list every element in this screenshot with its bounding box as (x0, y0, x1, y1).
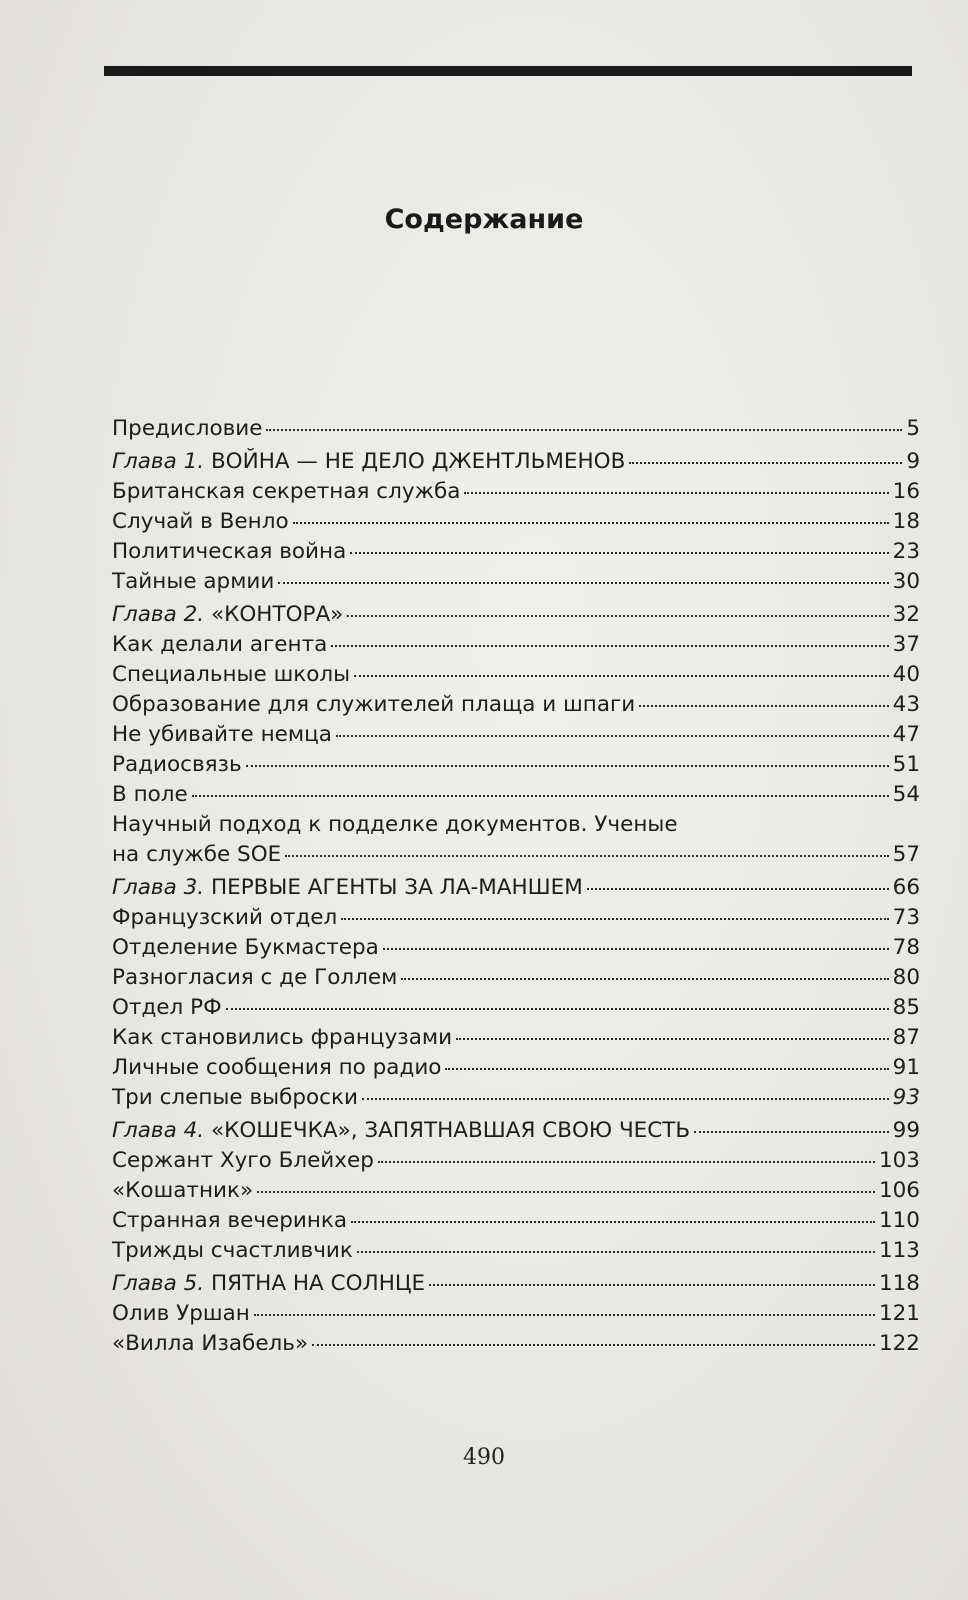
dot-leader (226, 1008, 889, 1010)
toc-entry-title: Образование для служителей плаща и шпаги (112, 692, 636, 717)
toc-entry (112, 933, 920, 963)
dot-leader (331, 645, 888, 647)
toc-page-number: 80 (892, 965, 920, 990)
toc-entry-title: Специальные школы (112, 662, 351, 687)
toc-entry (112, 507, 920, 537)
toc-page-number: 118 (878, 1271, 920, 1296)
toc-page-number: 51 (892, 752, 920, 777)
page-title: Содержание (384, 204, 584, 235)
toc-page-number: 78 (892, 935, 920, 960)
dot-leader (354, 675, 889, 677)
toc-page-number: 40 (892, 662, 920, 687)
toc-page-number: 47 (892, 722, 920, 747)
toc-page-number: 16 (892, 479, 920, 504)
toc-chapter (112, 1116, 920, 1146)
table-of-contents (112, 414, 920, 1359)
dot-leader (293, 522, 889, 524)
dot-leader (362, 1098, 889, 1100)
toc-entry-title: Отделение Букмастера (112, 935, 379, 960)
toc-page-number: 87 (892, 1025, 920, 1050)
dot-leader (350, 552, 888, 554)
dot-leader (464, 492, 888, 494)
toc-entry-title: Не убивайте немца (112, 722, 332, 747)
toc-page-number: 37 (892, 632, 920, 657)
toc-entry (112, 1083, 920, 1113)
top-rule (104, 66, 912, 76)
dot-leader (429, 1284, 875, 1286)
toc-page-number: 91 (892, 1055, 920, 1080)
dot-leader (341, 918, 888, 920)
toc-entry-title: Трижды счастливчик (112, 1238, 353, 1263)
toc-entry (112, 993, 920, 1023)
toc-entry-title: Олив Уршан (112, 1301, 250, 1326)
chapter-title: ВОЙНА — НЕ ДЕЛО ДЖЕНТЛЬМЕНОВ (210, 449, 626, 474)
chapter-title: «КОНТОРА» (210, 602, 344, 627)
toc-entry (112, 1299, 920, 1329)
chapter-title: ПЕРВЫЕ АГЕНТЫ ЗА ЛА-МАНШЕМ (210, 875, 583, 900)
toc-entry (112, 1023, 920, 1053)
dot-leader (254, 1314, 875, 1316)
toc-entry-title: Три слепые выброски (112, 1085, 358, 1110)
toc-entry (112, 630, 920, 660)
chapter-label: Глава 3. (112, 875, 211, 900)
chapter-title: ПЯТНА НА СОЛНЦЕ (210, 1271, 426, 1296)
toc-entry-title: Как становились французами (112, 1025, 453, 1050)
toc-page-number: 113 (878, 1238, 920, 1263)
toc-entry-title: Тайные армии (112, 569, 275, 594)
dot-leader (639, 705, 888, 707)
toc-entry-title: Случай в Венло (112, 509, 289, 534)
toc-page-number: 73 (892, 905, 920, 930)
toc-entry-title: Французский отдел (112, 905, 338, 930)
toc-chapter (112, 447, 920, 477)
toc-entry (112, 1329, 920, 1359)
dot-leader (445, 1068, 888, 1070)
dot-leader (378, 1161, 875, 1163)
toc-entry (112, 720, 920, 750)
dot-leader (629, 462, 902, 464)
dot-leader (351, 1221, 875, 1223)
toc-page-number: 93 (892, 1085, 920, 1110)
toc-page-number: 66 (892, 875, 920, 900)
toc-entry (112, 1146, 920, 1176)
toc-page-number: 32 (892, 602, 920, 627)
toc-page-number: 30 (892, 569, 920, 594)
chapter-title: «КОШЕЧКА», ЗАПЯТНАВШАЯ СВОЮ ЧЕСТЬ (210, 1118, 691, 1143)
toc-page-number: 57 (892, 842, 920, 867)
toc-entry-title: Политическая война (112, 539, 347, 564)
dot-leader (347, 615, 888, 617)
toc-entry (112, 690, 920, 720)
toc-entry-title: «Вилла Изабель» (112, 1331, 309, 1356)
chapter-label: Глава 5. (112, 1271, 211, 1296)
dot-leader (312, 1344, 875, 1346)
toc-entry (112, 660, 920, 690)
toc-chapter (112, 600, 920, 630)
dot-leader (266, 429, 902, 431)
toc-entry-title: Разногласия с де Голлем (112, 965, 398, 990)
toc-page-number: 110 (878, 1208, 920, 1233)
dot-leader (278, 582, 888, 584)
toc-page-number: 18 (892, 509, 920, 534)
toc-page-number: 122 (878, 1331, 920, 1356)
toc-chapter (112, 873, 920, 903)
toc-entry (112, 780, 920, 810)
toc-entry-title: В поле (112, 782, 188, 807)
toc-entry (112, 903, 920, 933)
dot-leader (357, 1251, 875, 1253)
toc-page-number: 54 (892, 782, 920, 807)
chapter-label: Глава 4. (112, 1118, 211, 1143)
toc-entry-title: Научный подход к подделке документов. Ученые (112, 812, 678, 837)
toc-entry (112, 1053, 920, 1083)
toc-entry (112, 567, 920, 597)
toc-entry (112, 963, 920, 993)
toc-page-number: 103 (878, 1148, 920, 1173)
dot-leader (336, 735, 889, 737)
toc-page-number: 5 (906, 416, 920, 441)
toc-entry (112, 1236, 920, 1266)
dot-leader (192, 795, 889, 797)
toc-entry (112, 810, 920, 870)
toc-entry-title: Предисловие (112, 416, 263, 441)
chapter-label: Глава 1. (112, 449, 211, 474)
toc-entry (112, 414, 920, 444)
toc-page-number: 43 (892, 692, 920, 717)
toc-page-number: 121 (878, 1301, 920, 1326)
dot-leader (401, 978, 888, 980)
toc-entry-title: Как делали агента (112, 632, 328, 657)
toc-page-number: 23 (892, 539, 920, 564)
toc-entry (112, 750, 920, 780)
toc-chapter (112, 1269, 920, 1299)
toc-entry (112, 1176, 920, 1206)
dot-leader (587, 888, 889, 890)
toc-entry-title: «Кошатник» (112, 1178, 254, 1203)
toc-entry-title: Радиосвязь (112, 752, 242, 777)
toc-entry (112, 477, 920, 507)
chapter-label: Глава 2. (112, 602, 211, 627)
toc-page-number: 106 (878, 1178, 920, 1203)
toc-entry-title: Странная вечеринка (112, 1208, 348, 1233)
toc-page-number: 85 (892, 995, 920, 1020)
toc-entry-title-continued: на службе SOE (112, 842, 282, 867)
toc-page-number: 9 (906, 449, 920, 474)
dot-leader (285, 855, 888, 857)
toc-page-number: 99 (892, 1118, 920, 1143)
dot-leader (257, 1191, 875, 1193)
dot-leader (383, 948, 889, 950)
toc-entry (112, 537, 920, 567)
toc-entry-title: Личные сообщения по радио (112, 1055, 442, 1080)
dot-leader (694, 1131, 888, 1133)
page-number: 490 (463, 1445, 505, 1470)
toc-entry-title: Сержант Хуго Блейхер (112, 1148, 374, 1173)
toc-entry-title: Отдел РФ (112, 995, 222, 1020)
dot-leader (246, 765, 889, 767)
toc-entry (112, 1206, 920, 1236)
dot-leader (456, 1038, 889, 1040)
toc-entry-title: Британская секретная служба (112, 479, 461, 504)
